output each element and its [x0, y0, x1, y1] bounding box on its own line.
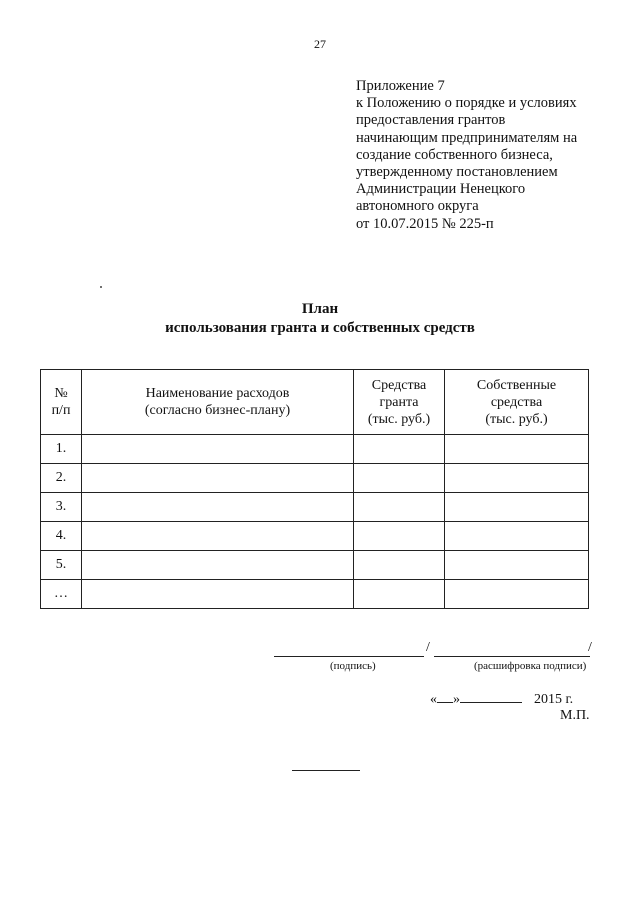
- appendix-line: создание собственного бизнеса,: [356, 146, 553, 163]
- table-row: [41, 464, 589, 493]
- grant-funds-cell[interactable]: [354, 464, 445, 493]
- table-row: [41, 493, 589, 522]
- document-title: [0, 300, 640, 338]
- header-number: № п/п: [41, 370, 82, 435]
- date-line: [430, 690, 573, 708]
- signature-caption: (подпись): [330, 660, 376, 672]
- row-number: 1.: [41, 435, 82, 464]
- header-grant-funds: Средства гранта (тыс. руб.): [354, 370, 445, 435]
- signature-decoding-field[interactable]: [434, 656, 590, 657]
- expense-name-cell[interactable]: [82, 464, 354, 493]
- own-funds-cell[interactable]: [445, 493, 589, 522]
- page-number: 27: [314, 37, 326, 51]
- grant-funds-cell[interactable]: [354, 551, 445, 580]
- expense-name-cell[interactable]: [82, 551, 354, 580]
- appendix-block: [356, 78, 626, 233]
- row-number: 5.: [41, 551, 82, 580]
- signature-decoding-caption: (расшифровка подписи): [474, 660, 587, 672]
- signature-separator: /: [588, 640, 592, 655]
- header-own-funds: Собственные средства (тыс. руб.): [445, 370, 589, 435]
- month-field[interactable]: [460, 690, 522, 703]
- stamp-place-label: М.П.: [560, 708, 590, 723]
- date-open-quote: «: [430, 692, 437, 707]
- date-year: 2015 г.: [534, 692, 574, 707]
- grant-funds-cell[interactable]: [354, 522, 445, 551]
- appendix-line: Администрации Ненецкого: [356, 181, 526, 198]
- table-row: [41, 435, 589, 464]
- own-funds-cell[interactable]: [445, 580, 589, 609]
- header-expense-name: Наименование расходов (согласно бизнес-плану): [82, 370, 354, 435]
- appendix-line: Приложение 7: [356, 78, 445, 94]
- scan-speck: [100, 286, 102, 288]
- day-field[interactable]: [437, 690, 453, 703]
- row-number: 3.: [41, 493, 82, 522]
- own-funds-cell[interactable]: [445, 551, 589, 580]
- own-funds-cell[interactable]: [445, 464, 589, 493]
- table-header-row: [41, 370, 589, 435]
- grant-funds-cell[interactable]: [354, 493, 445, 522]
- own-funds-cell[interactable]: [445, 435, 589, 464]
- end-rule: [292, 770, 360, 771]
- table-row: [41, 522, 589, 551]
- expense-name-cell[interactable]: [82, 493, 354, 522]
- title-line-1: План: [301, 301, 339, 317]
- row-number: …: [41, 580, 82, 609]
- signature-field[interactable]: [274, 656, 424, 657]
- appendix-line: начинающим предпринимателям на: [356, 129, 578, 146]
- title-line-2: использования гранта и собственных средств: [165, 320, 475, 336]
- appendix-line: утвержденному постановлением: [356, 164, 558, 181]
- appendix-line: к Положению о порядке и условиях: [356, 95, 577, 112]
- grant-funds-cell[interactable]: [354, 580, 445, 609]
- row-number: 4.: [41, 522, 82, 551]
- plan-table: [40, 369, 589, 609]
- expense-name-cell[interactable]: [82, 435, 354, 464]
- signature-separator: /: [426, 640, 430, 655]
- row-number: 2.: [41, 464, 82, 493]
- date-close-quote: »: [453, 692, 460, 707]
- appendix-line: предоставления грантов: [356, 112, 506, 129]
- expense-name-cell[interactable]: [82, 580, 354, 609]
- table-row: [41, 580, 589, 609]
- grant-funds-cell[interactable]: [354, 435, 445, 464]
- expense-name-cell[interactable]: [82, 522, 354, 551]
- appendix-line: автономного округа: [356, 198, 479, 215]
- own-funds-cell[interactable]: [445, 522, 589, 551]
- appendix-line: от 10.07.2015 № 225-п: [356, 215, 494, 232]
- table-row: [41, 551, 589, 580]
